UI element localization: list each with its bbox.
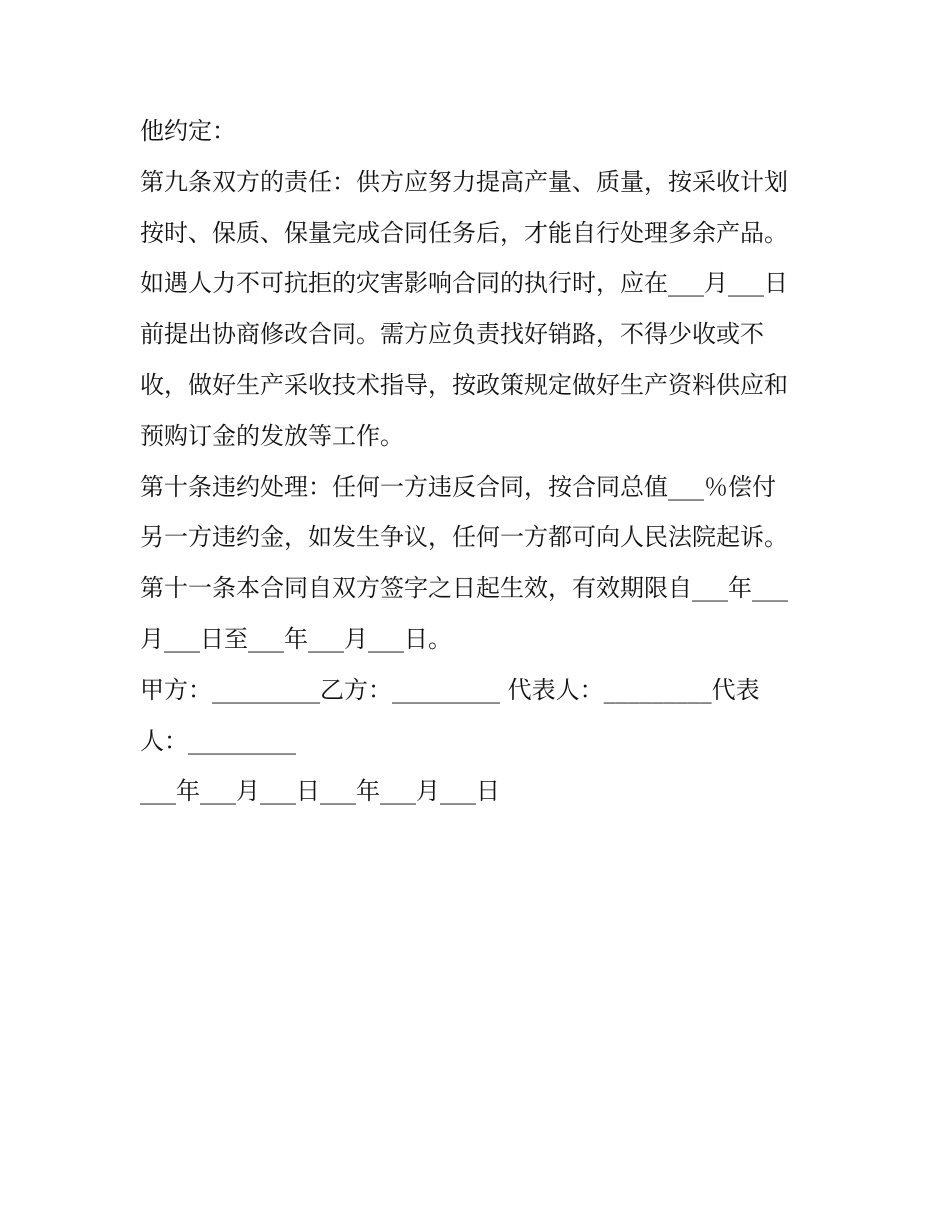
- text-line-1: 他约定：: [140, 117, 236, 145]
- signature-line-continued: 人：_________: [140, 726, 296, 755]
- document-body: [140, 106, 820, 817]
- text-line-4: 如遇人力不可抗拒的灾害影响合同的执行时，应在___月___日: [140, 269, 788, 298]
- text-line-11: 月___日至___年___月___日。: [140, 624, 452, 653]
- date-line: ___年___月___日___年___月___日: [140, 777, 500, 806]
- text-line-8: 第十条违约处理：任何一方违反合同，按合同总值___％偿付: [140, 472, 776, 501]
- text-line-2: 第九条双方的责任：供方应努力提高产量、质量，按采收计划: [140, 167, 788, 196]
- text-line-10: 第十一条本合同自双方签字之日起生效，有效期限自___年___: [140, 574, 788, 603]
- text-line-9: 另一方违约金，如发生争议，任何一方都可向人民法院起诉。: [140, 523, 788, 552]
- text-line-3: 按时、保质、保量完成合同任务后，才能自行处理多余产品。: [140, 218, 788, 247]
- text-line-5: 前提出协商修改合同。需方应负责找好销路，不得少收或不: [140, 320, 764, 349]
- text-line-7: 预购订金的发放等工作。: [140, 421, 404, 450]
- text-line-6: 收，做好生产采收技术指导，按政策规定做好生产资料供应和: [140, 370, 788, 399]
- signature-line: 甲方：_________乙方：_________ 代表人：_________代表: [140, 675, 760, 704]
